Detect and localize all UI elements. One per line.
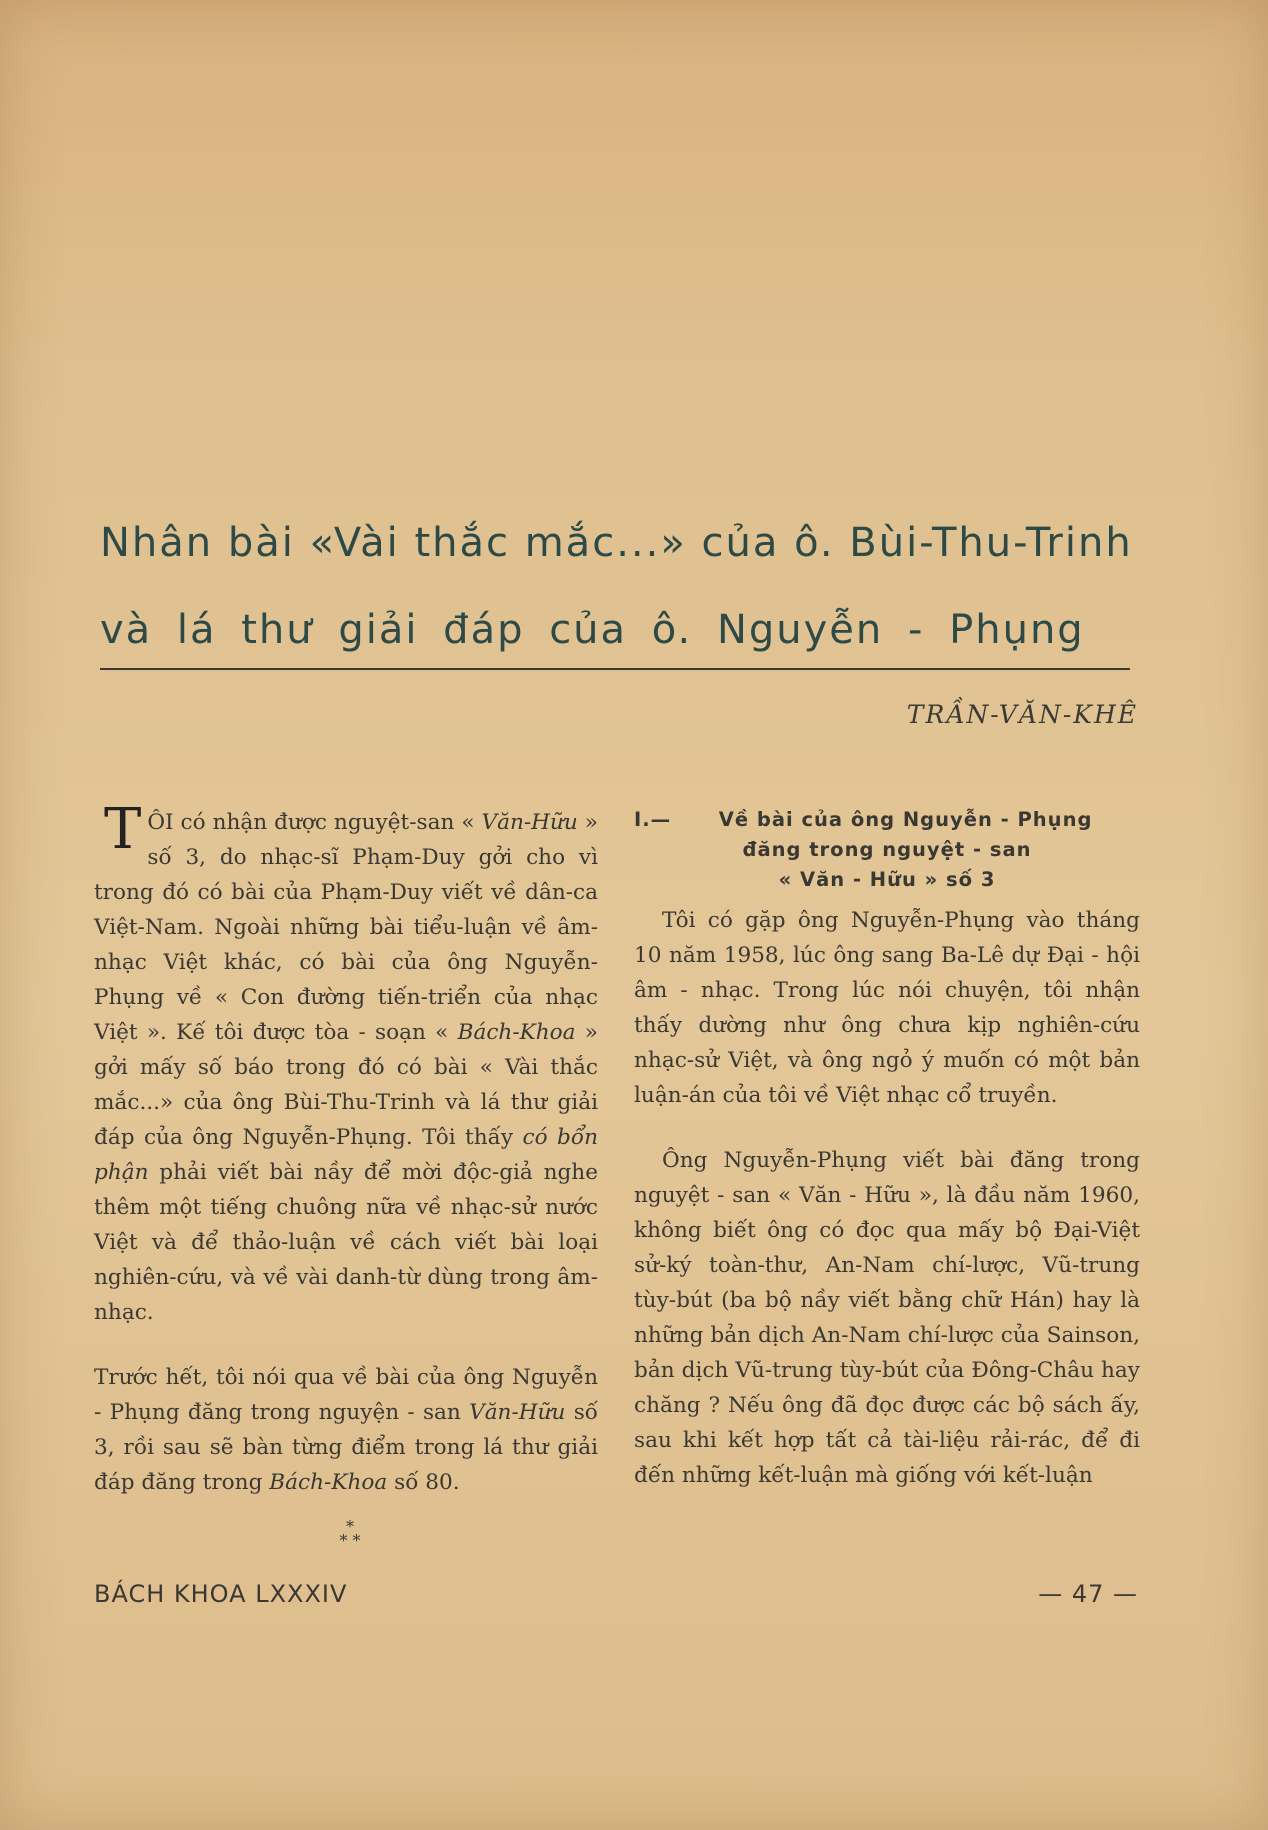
right-column bbox=[634, 805, 1140, 1493]
left-column bbox=[94, 797, 598, 1500]
text-run: số 3, rồi sau sẽ bàn từng điểm trong lá thư giải đáp đăng trong bbox=[94, 1400, 598, 1495]
drop-cap: T bbox=[104, 797, 142, 862]
journal-name-italic: Văn-Hữu bbox=[469, 1400, 566, 1425]
section-heading bbox=[634, 805, 1140, 895]
text-run: phải viết bài nầy để mời độc-giả nghe thêm một tiếng chuông nữa về nhạc-sử nước Việt và để thảo-luận về cách viết bài loại nghiên-cứu, và về vài danh-từ dùng trong âm-nhạc. bbox=[94, 1160, 598, 1325]
section-heading-line: đăng trong nguyệt - san bbox=[742, 838, 1032, 861]
text-run: ÔI có nhận được nguyệt-san « bbox=[147, 810, 482, 835]
article-title-line-1: Nhân bài «Vài thắc mắc...» của ô. Bùi-Thu-Trinh bbox=[100, 520, 1133, 566]
page-number: — 47 — bbox=[1038, 1580, 1138, 1608]
asterism-separator: * * * bbox=[339, 1517, 361, 1550]
paragraph: Tôi có gặp ông Nguyễn-Phụng vào tháng 10 năm 1958, lúc ông sang Ba-Lê dự Đại - hội âm - nhạc. Trong lúc nói chuyện, tôi nhận thấy dường như ông chưa kịp nghiên-cứu nhạc-sử Việt, và ông ngỏ ý muốn có một bản luận-án của tôi về Việt nhạc cổ truyền. bbox=[634, 908, 1140, 1108]
second-paragraph bbox=[94, 1360, 598, 1500]
journal-name-italic: Văn-Hữu bbox=[481, 810, 578, 835]
intro-paragraph bbox=[94, 797, 598, 1330]
author-byline: TRẦN-VĂN-KHÊ bbox=[906, 700, 1138, 729]
article-title-line-2: và lá thư giải đáp của ô. Nguyễn - Phụng bbox=[100, 607, 1085, 653]
text-run: » số 3, do nhạc-sĩ Phạm-Duy gởi cho vì trong đó có bài của Phạm-Duy viết về dân-ca Việt-Nam. Ngoài những bài tiểu-luận về âm-nhạc Việt khác, có bài của ông Nguyễn-Phụng về « Con đường tiến-triển của nhạc Việt ». Kế tôi được tòa - soạn « bbox=[94, 810, 598, 1045]
emphasis-italic: có bổn phận bbox=[94, 1125, 598, 1185]
journal-name-italic: Bách-Khoa bbox=[457, 1020, 576, 1045]
section-heading-line: Về bài của ông Nguyễn - Phụng bbox=[718, 808, 1093, 831]
section-heading-line: « Văn - Hữu » số 3 bbox=[778, 868, 996, 891]
text-run: Trước hết, tôi nói qua về bài của ông Nguyễn - Phụng đăng trong nguyện - san bbox=[94, 1365, 598, 1425]
text-run: » gởi mấy số báo trong đó có bài « Vài thắc mắc...» của ông Bùi-Thu-Trinh và lá thư giải đáp của ông Nguyễn-Phụng. Tôi thấy bbox=[94, 1020, 598, 1150]
journal-footer: BÁCH KHOA LXXXIV bbox=[94, 1580, 348, 1608]
section-number: I.— bbox=[634, 808, 672, 831]
journal-name-italic: Bách-Khoa bbox=[269, 1470, 388, 1495]
paragraph: Ông Nguyễn-Phụng viết bài đăng trong nguyệt - san « Văn - Hữu », là đầu năm 1960, không biết ông có đọc qua mấy bộ Đại-Việt sử-ký toàn-thư, An-Nam chí-lược, Vũ-trung tùy-bút (ba bộ nầy viết bằng chữ Hán) hay là những bản dịch An-Nam chí-lược của Sainson, bản dịch Vũ-trung tùy-bút của Đông-Châu hay chăng ? Nếu ông đã đọc được các bộ sách ấy, sau khi kết hợp tất cả tài-liệu rải-rác, để đi đến những kết-luận mà giống với kết-luận bbox=[634, 1148, 1140, 1488]
title-rule bbox=[100, 668, 1130, 670]
text-run: số 80. bbox=[387, 1470, 460, 1495]
